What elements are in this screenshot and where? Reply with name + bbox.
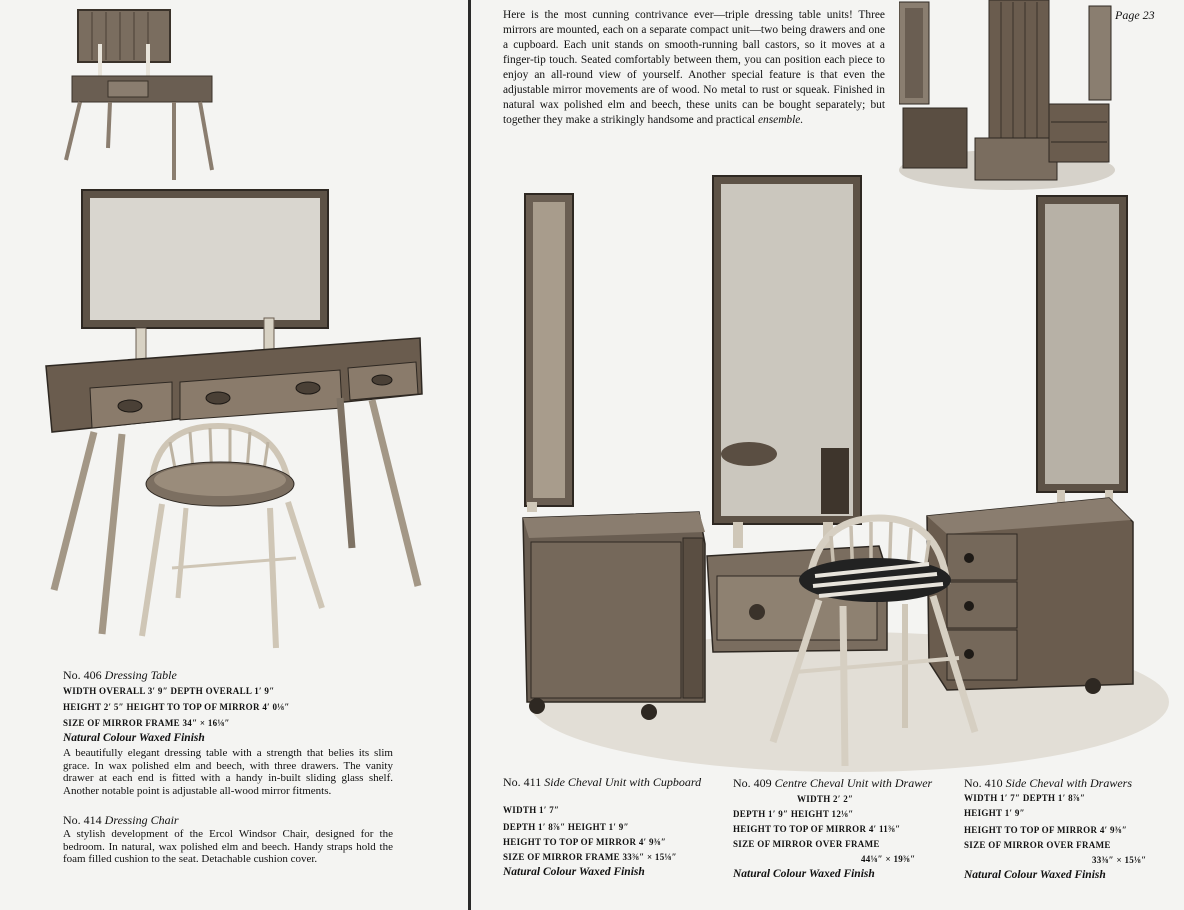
item-410-width-depth: WIDTH 1′ 7″ DEPTH 1′ 8⅞″ (964, 793, 1086, 803)
right-page (471, 0, 1184, 910)
item-406-number: No. 406 (63, 668, 102, 682)
item-409-depth-height: DEPTH 1′ 9″ HEIGHT 12⅛″ (733, 809, 854, 819)
intro-paragraph (503, 8, 885, 128)
item-409-width: WIDTH 2′ 2″ (797, 794, 854, 804)
item-411-finish: Natural Colour Waxed Finish (503, 866, 645, 878)
item-410-mirror-size: 33⅜″ × 15⅛″ (1092, 855, 1147, 865)
item-409-number: No. 409 (733, 776, 772, 790)
item-411-text (503, 776, 723, 880)
item-409-mirror-size: 44⅛″ × 19⅜″ (861, 854, 916, 864)
item-406-dimensions-1: WIDTH OVERALL 3′ 9″ DEPTH OVERALL 1′ 9″ (63, 686, 275, 696)
dressing-table-and-chair-photo (40, 188, 432, 654)
item-409-mirror-label: SIZE OF MIRROR OVER FRAME (733, 839, 880, 849)
left-page (0, 0, 468, 910)
item-406-finish: Natural Colour Waxed Finish (63, 732, 205, 744)
item-410-text (964, 776, 1174, 883)
item-410-finish: Natural Colour Waxed Finish (964, 869, 1106, 881)
intro-emphasis: ensemble. (757, 114, 804, 126)
item-414-text (63, 813, 393, 866)
item-406-mirror-size: SIZE OF MIRROR FRAME 34″ × 16⅛″ (63, 718, 230, 728)
item-409-name: Centre Cheval Unit with Drawer (774, 776, 933, 790)
item-414-name: Dressing Chair (104, 813, 179, 827)
item-409-finish: Natural Colour Waxed Finish (733, 868, 875, 880)
item-411-mirror-size: SIZE OF MIRROR FRAME 33⅜″ × 15⅛″ (503, 852, 677, 862)
page-number: Page 23 (1115, 8, 1155, 22)
item-406-description: A beautifully elegant dressing table with a strength that belies its slim grace. In wax polished elm and beech, with three drawers. The vanity drawer at each end is fitted with a handy in-built sliding glass shelf. Another notable point is adjustable all-wood mirror fitments. (63, 747, 393, 797)
item-409-text (733, 776, 933, 882)
item-414-description: A stylish development of the Ercol Windsor Chair, designed for the bedroom. In natural, wax polished elm and beech. Handy straps hold the foam filled cushion to the seat. Detachable cushion cover. (63, 828, 393, 865)
small-dressing-table-photo (62, 8, 222, 186)
item-411-depth-height: DEPTH 1′ 8⅞″ HEIGHT 1′ 9″ (503, 822, 629, 832)
item-411-width: WIDTH 1′ 7″ (503, 805, 560, 815)
item-414-number: No. 414 (63, 813, 102, 827)
item-410-number: No. 410 (964, 776, 1003, 790)
intro-text: Here is the most cunning contrivance ever—triple dressing table units! Three mirrors are mounted, each on a separate compact unit—two being drawers and one a cupboard. Each unit stands on smooth-running ball castors, so it moves at a finger-tip touch. Seated comfortably between them, you can position each piece to enjoy an all-round view of yourself. Another special feature is that even the adjustable mirror movements are of wood. No metal to rust or squeak. Finished in natural wax polished elm and beech, these units can be bought separately; but together they make a strikingly handsome and practical (503, 9, 885, 126)
triple-units-small-photo (899, 0, 1115, 190)
item-410-mirror-height: HEIGHT TO TOP OF MIRROR 4′ 9⅜″ (964, 825, 1128, 835)
item-406-name: Dressing Table (104, 668, 177, 682)
item-410-mirror-label: SIZE OF MIRROR OVER FRAME (964, 840, 1111, 850)
item-406-dimensions-2: HEIGHT 2′ 5″ HEIGHT TO TOP OF MIRROR 4′ 0⅛″ (63, 702, 290, 712)
triple-cheval-units-photo (519, 172, 1169, 772)
item-410-height: HEIGHT 1′ 9″ (964, 808, 1025, 818)
item-409-mirror-height: HEIGHT TO TOP OF MIRROR 4′ 11⅜″ (733, 824, 901, 834)
item-411-number: No. 411 (503, 775, 542, 789)
item-406-text (63, 668, 393, 797)
item-411-name: Side Cheval Unit with Cupboard (544, 775, 702, 789)
item-410-name: Side Cheval with Drawers (1005, 776, 1132, 790)
item-411-mirror-height: HEIGHT TO TOP OF MIRROR 4′ 9⅜″ (503, 837, 667, 847)
